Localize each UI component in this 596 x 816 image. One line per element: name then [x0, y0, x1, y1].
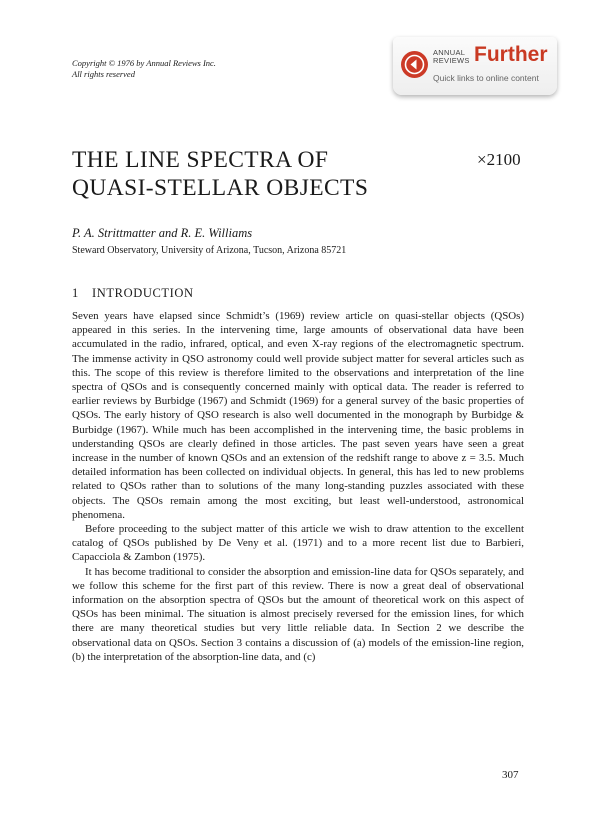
reviews-word: REVIEWS: [433, 56, 470, 65]
quick-links-label: Quick links to online content: [433, 73, 539, 83]
title-line-1: THE LINE SPECTRA OF: [72, 147, 329, 173]
copyright-line: Copyright © 1976 by Annual Reviews Inc.: [72, 58, 216, 68]
section-number: 1: [72, 286, 79, 300]
author-affiliation: Steward Observatory, University of Arizona, Tucson, Arizona 85721: [72, 245, 347, 256]
paragraph: Seven years have elapsed since Schmidt’s (1969) review article on quasi-stellar objects (QSOs) appeared in this series. In the intervening time, large amounts of observational data have been accumulated in the radio, infrared, optical, and even X-ray regions of the electromagnetic spectrum. The immense activity in QSO astronomy could well provide subject matter for several articles such as this. The scope of this review is therefore limited to the observations and interpretation of the line spectra of QSOs and is consequently concerned mainly with optical data. The reader is referred to earlier reviews by Burbidge (1967) and Schmidt (1969) for a general survey of the basic properties of QSOs. The early history of QSO research is also well documented in the monograph by Burbidge & Burbidge (1967). While much has been accomplished in the intervening time, the basic problems in understanding QSOs are clearly defined in those articles. The past seven years have seen a great increase in the number of known QSOs and an extension of the redshift range to above z = 3.5. Much detailed information has been collected on individual objects. In general, this has led to new problems related to QSOs rather than to solutions of the many long-standing puzzles associated with these objects. The QSOs remain among the most exciting, but least well-understood, astronomical phenomena.: [72, 310, 524, 521]
further-label: Further: [474, 43, 548, 66]
section-title: INTRODUCTION: [92, 286, 194, 300]
article-title: [72, 146, 368, 202]
title-line-2: QUASI-STELLAR OBJECTS: [72, 175, 369, 201]
paragraph: Before proceeding to the subject matter of this article we wish to draw attention to the excellent catalog of QSOs published by De Veny et al. (1971) and to a more recent list due to Barbieri, Capacciola & Zambon (1975).: [72, 523, 524, 564]
article-authors: P. A. Strittmatter and R. E. Williams: [72, 226, 253, 240]
annual-reviews-further-badge[interactable]: [393, 37, 557, 95]
play-arrow-icon: [401, 51, 428, 78]
copyright-notice: [72, 58, 216, 80]
article-body: [72, 309, 524, 664]
paragraph: It has become traditional to consider the absorption and emission-line data for QSOs separately, and we follow this scheme for the first part of this review. There is now a great deal of observational information on the absorption spectra of QSOs but the amount of theoretical work on this aspect of QSOs has been minimal. The situation is almost precisely reversed for the emission lines, for which there are many theoretical studies but very little reliable data. In Section 2 we describe the observational data on QSOs. Section 3 contains a discussion of (a) models of the emission-line region, (b) the interpretation of the absorption-line data, and (c): [72, 565, 524, 663]
article-code: ×2100: [477, 150, 521, 169]
annual-reviews-wordmark: [433, 49, 470, 65]
section-heading: [72, 286, 194, 301]
annual-word: ANNUAL: [433, 48, 466, 57]
rights-line: All rights reserved: [72, 69, 135, 79]
page-number: 307: [502, 769, 519, 781]
